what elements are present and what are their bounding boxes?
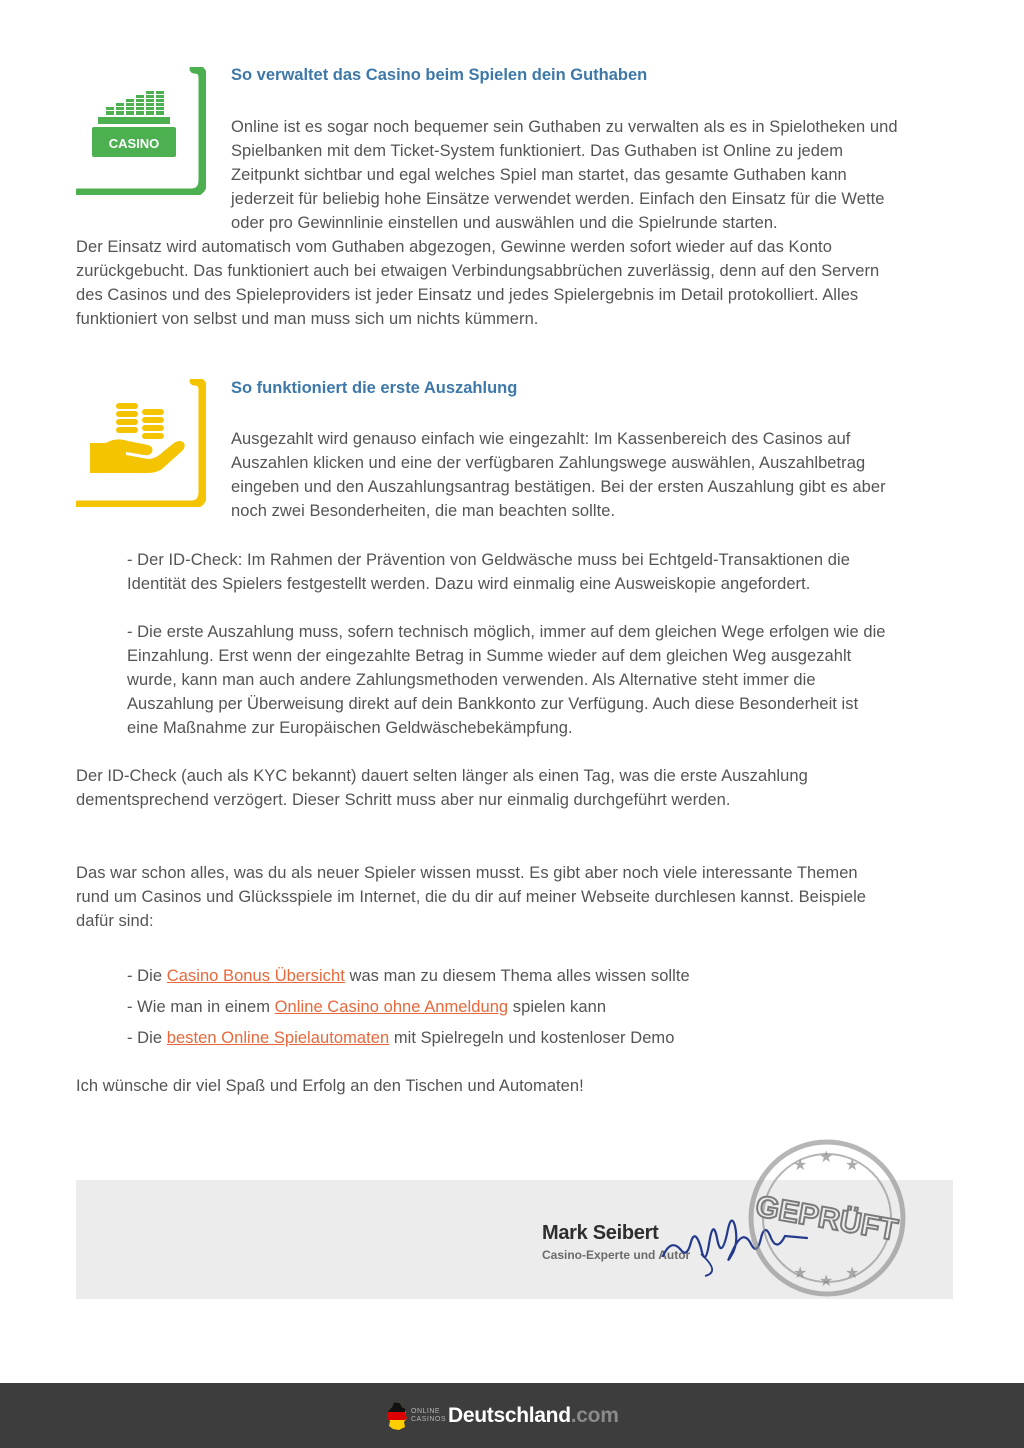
casino-bonus-link[interactable]: Casino Bonus Übersicht bbox=[166, 967, 345, 985]
closing-line: Ich wünsche dir viel Spaß und Erfolg an den Tischen und Automaten! bbox=[76, 1077, 584, 1095]
logo-brand: Deutschland bbox=[448, 1404, 571, 1427]
section1-title: So verwaltet das Casino beim Spielen dein Guthaben bbox=[231, 66, 648, 84]
section2-title: So funktioniert die erste Auszahlung bbox=[231, 379, 518, 397]
section1-line: Spielbanken mit dem Ticket-System funktioniert. Das Guthaben ist Online zu jedem bbox=[231, 142, 844, 160]
hand-coins-icon bbox=[76, 379, 206, 507]
svg-text:★: ★ bbox=[845, 1155, 860, 1174]
svg-text:★: ★ bbox=[793, 1155, 808, 1174]
author-role: Casino-Experte und Autor bbox=[542, 1248, 691, 1262]
bullet-line: - Der ID-Check: Im Rahmen der Prävention von Geldwäsche muss bei Echtgeld-Transaktionen die bbox=[127, 551, 850, 569]
svg-text:★: ★ bbox=[845, 1263, 860, 1282]
section1-line: zurückgebucht. Das funktioniert auch bei etwaigen Verbindungsabbrüchen zuverlässig, denn auf den Servern bbox=[76, 262, 880, 280]
spielautomaten-link[interactable]: besten Online Spielautomaten bbox=[166, 1029, 390, 1047]
section2-line: noch zwei Besonderheiten, die man beachten sollte. bbox=[231, 502, 616, 520]
author-name: Mark Seibert bbox=[542, 1222, 659, 1244]
casino-chips-icon bbox=[76, 67, 206, 195]
bullet-line: wurde, kann man auch andere Zahlungsmethoden verwenden. Als Alternative steht immer die bbox=[127, 671, 816, 689]
section2-line: Auszahlen klicken und eine der verfügbaren Zahlungswege auswählen, Auszahlbetrag bbox=[231, 454, 866, 472]
germany-map-icon bbox=[386, 1401, 408, 1431]
svg-text:★: ★ bbox=[819, 1271, 834, 1290]
logo-tld: .com bbox=[570, 1404, 619, 1427]
logo-small-text: ONLINE CASINOS bbox=[411, 1408, 447, 1423]
section1-line: oder pro Gewinnlinie einstellen und auswählen und die Spielrunde starten. bbox=[231, 214, 778, 232]
bullet-line: Identität des Spielers festgestellt werden. Dazu wird einmalig eine Ausweiskopie angefordert. bbox=[127, 575, 811, 593]
bullet-line: - Die erste Auszahlung muss, sofern technisch möglich, immer auf dem gleichen Wege erfolgen wie die bbox=[127, 623, 886, 641]
approved-stamp bbox=[741, 1128, 911, 1308]
section1-line: Online ist es sogar noch bequemer sein Guthaben zu verwalten als es in Spielotheken und bbox=[231, 118, 898, 136]
footer-bar bbox=[0, 1383, 1024, 1448]
section2-line: Ausgezahlt wird genauso einfach wie eingezahlt: Im Kassenbereich des Casinos auf bbox=[231, 430, 851, 448]
section1-line: funktioniert von selbst und man muss sich um nichts kümmern. bbox=[76, 310, 539, 328]
section1-line: Der Einsatz wird automatisch vom Guthaben abgezogen, Gewinne werden sofort wieder auf das Konto bbox=[76, 238, 832, 256]
section1-line: des Casinos und des Spieleproviders ist jeder Einsatz und jedes Spielergebnis im Detail protokolliert. Alles bbox=[76, 286, 859, 304]
casino-ohne-anmeldung-link[interactable]: Online Casino ohne Anmeldung bbox=[274, 998, 509, 1016]
bullet-line: eine Maßnahme zur Europäischen Geldwäschebekämpfung. bbox=[127, 719, 573, 737]
section1-line: Zeitpunkt sichtbar und egal welches Spiel man startet, das gesamte Guthaben kann bbox=[231, 166, 847, 184]
list-item: - Wie man in einem Online Casino ohne Anmeldung spielen kann bbox=[127, 998, 607, 1016]
list-item: - Die besten Online Spielautomaten mit Spielregeln und kostenloser Demo bbox=[127, 1029, 675, 1047]
outro-line: Das war schon alles, was du als neuer Spieler wissen musst. Es gibt aber noch viele interessante Themen bbox=[76, 864, 858, 882]
outro-line: dafür sind: bbox=[76, 912, 154, 930]
casino-icon-label: CASINO bbox=[108, 136, 160, 151]
site-logo[interactable] bbox=[386, 1399, 619, 1433]
author-signature-box bbox=[76, 1147, 953, 1299]
section1-line: jederzeit für beliebig hohe Einsätze verwendet werden. Einfach den Einsatz für die Wette bbox=[231, 190, 885, 208]
svg-text:★: ★ bbox=[793, 1263, 808, 1282]
list-item: - Die Casino Bonus Übersicht was man zu diesem Thema alles wissen sollte bbox=[127, 967, 690, 985]
section2-line: eingeben und den Auszahlungsantrag bestätigen. Bei der ersten Auszahlung gibt es aber bbox=[231, 478, 886, 496]
kyc-line: dementsprechend verzögert. Dieser Schritt muss aber nur einmalig durchgeführt werden. bbox=[76, 791, 731, 809]
bullet-line: Einzahlung. Erst wenn der eingezahlte Betrag in Summe wieder auf dem gleichen Weg ausgezahlt bbox=[127, 647, 852, 665]
kyc-line: Der ID-Check (auch als KYC bekannt) dauert selten länger als einen Tag, was die erste Auszahlung bbox=[76, 767, 808, 785]
svg-text:★: ★ bbox=[819, 1147, 834, 1166]
outro-line: rund um Casinos und Glücksspiele im Internet, die du dir auf meiner Webseite durchlesen kannst. Beispiele bbox=[76, 888, 867, 906]
stamp-text: GEPRÜFT bbox=[753, 1189, 901, 1248]
bullet-line: Auszahlung per Überweisung direkt auf dein Bankkonto zur Verfügung. Auch diese Besonderheit ist bbox=[127, 695, 859, 713]
